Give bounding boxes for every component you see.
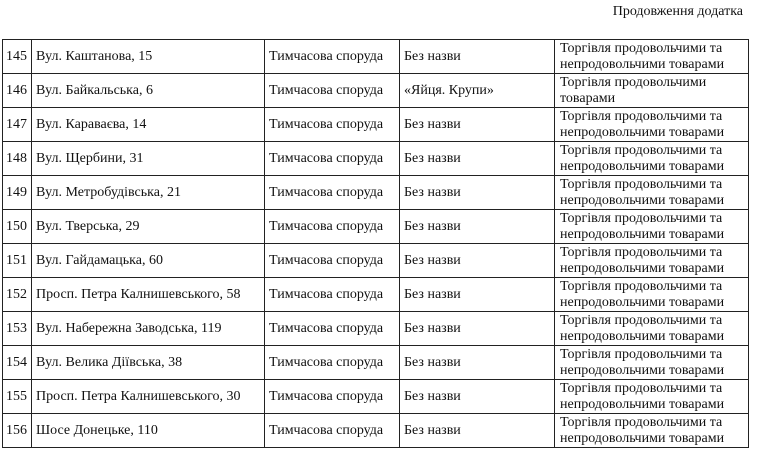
purpose-cell bbox=[555, 278, 749, 312]
table-row bbox=[3, 278, 749, 312]
structure-type-cell: Тимчасова споруда bbox=[265, 176, 400, 210]
address-cell: Вул. Гайдамацька, 60 bbox=[32, 244, 265, 278]
purpose-cell bbox=[555, 346, 749, 380]
continuation-note: Продовження додатка bbox=[612, 4, 743, 19]
table-row bbox=[3, 312, 749, 346]
object-name-cell: Без назви bbox=[400, 278, 555, 312]
purpose-line: непродовольчими товарами bbox=[560, 57, 725, 72]
table-row bbox=[3, 346, 749, 380]
table-row bbox=[3, 244, 749, 278]
purpose-line: непродовольчими товарами bbox=[560, 193, 725, 208]
structure-type-cell: Тимчасова споруда bbox=[265, 312, 400, 346]
structure-type-cell: Тимчасова споруда bbox=[265, 210, 400, 244]
row-number-cell: 151 bbox=[3, 244, 32, 278]
purpose-line: Торгівля продовольчими та bbox=[560, 41, 723, 56]
purpose-cell bbox=[555, 312, 749, 346]
purpose-line: непродовольчими товарами bbox=[560, 159, 725, 174]
table-body bbox=[3, 40, 749, 448]
object-name-cell: Без назви bbox=[400, 142, 555, 176]
address-cell: Вул. Караваєва, 14 bbox=[32, 108, 265, 142]
row-number-cell: 147 bbox=[3, 108, 32, 142]
purpose-line: Торгівля продовольчими та bbox=[560, 109, 723, 124]
object-name-cell: Без назви bbox=[400, 108, 555, 142]
purpose-line: Торгівля продовольчими та bbox=[560, 313, 723, 328]
structure-type-cell: Тимчасова споруда bbox=[265, 40, 400, 74]
object-name-cell: Без назви bbox=[400, 210, 555, 244]
table-row bbox=[3, 40, 749, 74]
table-row bbox=[3, 108, 749, 142]
row-number-cell: 156 bbox=[3, 414, 32, 448]
table-row bbox=[3, 414, 749, 448]
structure-type-cell: Тимчасова споруда bbox=[265, 244, 400, 278]
row-number-cell: 155 bbox=[3, 380, 32, 414]
purpose-line: непродовольчими товарами bbox=[560, 227, 725, 242]
address-cell: Вул. Метробудівська, 21 bbox=[32, 176, 265, 210]
structure-type-cell: Тимчасова споруда bbox=[265, 346, 400, 380]
purpose-cell bbox=[555, 380, 749, 414]
address-cell: Вул. Велика Діївська, 38 bbox=[32, 346, 265, 380]
row-number-cell: 154 bbox=[3, 346, 32, 380]
purpose-cell bbox=[555, 176, 749, 210]
purpose-line: непродовольчими товарами bbox=[560, 295, 725, 310]
table-row bbox=[3, 74, 749, 108]
address-cell: Вул. Тверська, 29 bbox=[32, 210, 265, 244]
purpose-cell bbox=[555, 244, 749, 278]
table-row bbox=[3, 176, 749, 210]
purpose-line: непродовольчими товарами bbox=[560, 431, 725, 446]
purpose-line: Торгівля продовольчими та bbox=[560, 381, 723, 396]
purpose-line: Торгівля продовольчими bbox=[560, 75, 707, 90]
row-number-cell: 146 bbox=[3, 74, 32, 108]
purpose-line: Торгівля продовольчими та bbox=[560, 143, 723, 158]
table-row bbox=[3, 380, 749, 414]
purpose-cell bbox=[555, 40, 749, 74]
object-name-cell: Без назви bbox=[400, 244, 555, 278]
purpose-line: Торгівля продовольчими та bbox=[560, 347, 723, 362]
purpose-cell bbox=[555, 210, 749, 244]
row-number-cell: 150 bbox=[3, 210, 32, 244]
purpose-cell bbox=[555, 142, 749, 176]
purpose-line: Торгівля продовольчими та bbox=[560, 211, 723, 226]
object-name-cell: Без назви bbox=[400, 346, 555, 380]
row-number-cell: 153 bbox=[3, 312, 32, 346]
structure-type-cell: Тимчасова споруда bbox=[265, 278, 400, 312]
object-name-cell: «Яйця. Крупи» bbox=[400, 74, 555, 108]
structure-type-cell: Тимчасова споруда bbox=[265, 142, 400, 176]
purpose-line: Торгівля продовольчими та bbox=[560, 279, 723, 294]
object-name-cell: Без назви bbox=[400, 380, 555, 414]
purpose-line: Торгівля продовольчими та bbox=[560, 415, 723, 430]
address-cell: Шосе Донецьке, 110 bbox=[32, 414, 265, 448]
purpose-line: непродовольчими товарами bbox=[560, 261, 725, 276]
object-name-cell: Без назви bbox=[400, 40, 555, 74]
purpose-cell bbox=[555, 108, 749, 142]
purpose-cell bbox=[555, 414, 749, 448]
purpose-line: товарами bbox=[560, 91, 616, 106]
row-number-cell: 149 bbox=[3, 176, 32, 210]
address-cell: Вул. Каштанова, 15 bbox=[32, 40, 265, 74]
object-name-cell: Без назви bbox=[400, 312, 555, 346]
address-cell: Просп. Петра Калнишевського, 30 bbox=[32, 380, 265, 414]
purpose-line: непродовольчими товарами bbox=[560, 397, 725, 412]
structure-type-cell: Тимчасова споруда bbox=[265, 74, 400, 108]
structure-type-cell: Тимчасова споруда bbox=[265, 414, 400, 448]
table-row bbox=[3, 210, 749, 244]
row-number-cell: 148 bbox=[3, 142, 32, 176]
structure-type-cell: Тимчасова споруда bbox=[265, 108, 400, 142]
address-cell: Вул. Щербини, 31 bbox=[32, 142, 265, 176]
purpose-line: Торгівля продовольчими та bbox=[560, 177, 723, 192]
structure-type-cell: Тимчасова споруда bbox=[265, 380, 400, 414]
structures-table bbox=[2, 39, 749, 448]
address-cell: Просп. Петра Калнишевського, 58 bbox=[32, 278, 265, 312]
purpose-line: непродовольчими товарами bbox=[560, 329, 725, 344]
purpose-line: непродовольчими товарами bbox=[560, 363, 725, 378]
row-number-cell: 145 bbox=[3, 40, 32, 74]
purpose-line: непродовольчими товарами bbox=[560, 125, 725, 140]
purpose-cell bbox=[555, 74, 749, 108]
object-name-cell: Без назви bbox=[400, 414, 555, 448]
object-name-cell: Без назви bbox=[400, 176, 555, 210]
address-cell: Вул. Набережна Заводська, 119 bbox=[32, 312, 265, 346]
table-row bbox=[3, 142, 749, 176]
address-cell: Вул. Байкальська, 6 bbox=[32, 74, 265, 108]
purpose-line: Торгівля продовольчими та bbox=[560, 245, 723, 260]
row-number-cell: 152 bbox=[3, 278, 32, 312]
